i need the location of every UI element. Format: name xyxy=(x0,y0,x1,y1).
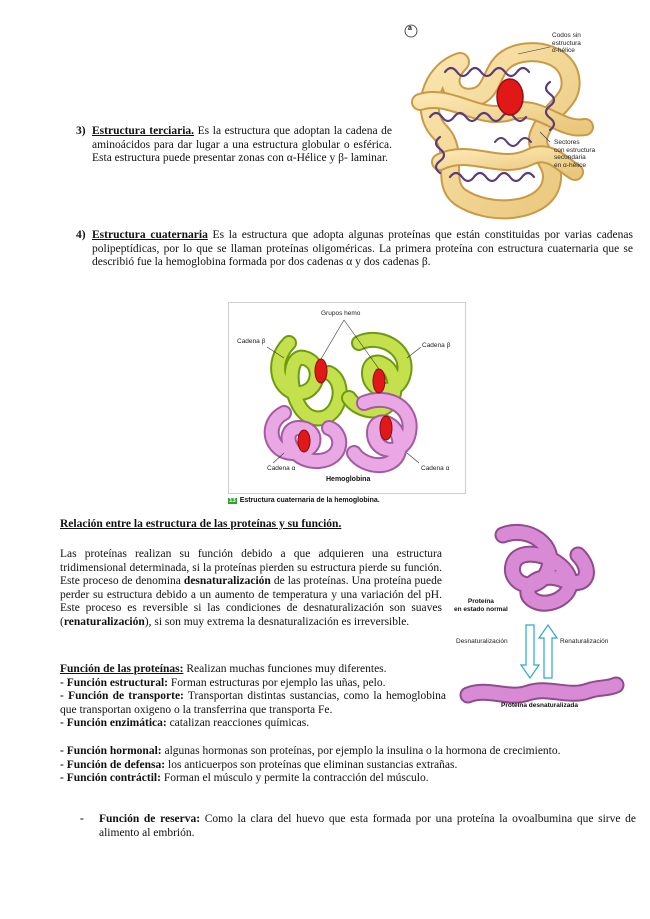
denaturation-figure xyxy=(448,515,626,720)
label-cadena-a-left: Cadena α xyxy=(267,465,296,472)
label-cadena-b-left: Cadena β xyxy=(237,338,266,345)
label-hemoglobina: Hemoglobina xyxy=(326,476,371,483)
label-renaturalizacion: Renaturalización xyxy=(560,638,609,645)
quaternary-title: Estructura cuaternaria xyxy=(92,229,208,241)
tertiary-number: 3) xyxy=(76,125,86,137)
function-item-defense: - Función de defensa: los anticuerpos son proteínas que eliminan sustancias extrañas. xyxy=(60,758,458,771)
tertiary-figure xyxy=(400,22,610,220)
function-item-transport: - Función de transporte: Transportan distintas sustancias, como la hemoglobina que transportan oxigeno o la transferrina que transporta Fe. xyxy=(60,690,446,716)
function-item-reserve: - Función de reserva: Como la clara del huevo que esta formada por una proteína la ovoalbumina que sirve de alimento al embrión. xyxy=(80,813,636,839)
label-native-protein: Proteína en estado normal xyxy=(454,598,508,613)
tertiary-text: Es la estructura que adoptan la cadena de aminoácidos para dar lugar a una estructura globular o esférica. Esta estructura puede presentar zonas con α-Hélice y β- laminar. xyxy=(92,125,392,165)
functions-heading: Función de las proteínas: Realizan muchas funciones muy diferentes. xyxy=(60,663,387,675)
functions-section xyxy=(60,663,446,731)
function-item-hormonal: - Función hormonal: algunas hormonas son proteínas, por ejemplo la insulina o la hormona de crecimiento. xyxy=(60,745,561,757)
figure-badge: a xyxy=(408,25,412,32)
quaternary-text: Es la estructura que adopta algunas proteínas que están constituidas por varias cadenas polipeptídicas, por lo que se llaman proteínas oligoméricas. La primera proteína con estructura cuaternaria que se describió fue la hemoglobina formada por dos cadenas α y dos cadenas β. xyxy=(92,229,633,269)
caption-number-badge: 13 xyxy=(229,498,236,504)
relation-heading: Relación entre la estructura de las proteínas y su función. xyxy=(60,518,342,530)
functions-section-wide xyxy=(60,745,617,786)
function-item-contractile: - Función contráctil: Forman el músculo y permite la contracción del músculo. xyxy=(60,772,429,785)
heme-group xyxy=(497,79,523,115)
function-item-enzymatic: - Función enzimática: catalizan reacciones químicas. xyxy=(60,717,310,730)
function-item-structural: - Función estructural: Forman estructuras por ejemplo las uñas, pelo. xyxy=(60,676,386,689)
tertiary-title: Estructura terciaria. xyxy=(92,125,195,137)
label-denatured-protein: Proteína desnaturalizada xyxy=(501,702,578,709)
quaternary-number: 4) xyxy=(76,229,86,241)
label-grupos-hemo: Grupos hemo xyxy=(321,310,361,317)
hemoglobin-caption xyxy=(228,497,380,504)
tertiary-structure-item xyxy=(76,125,392,166)
label-sectores: Sectores con estructura secundaria en α-hélice xyxy=(554,139,596,169)
quaternary-structure-item xyxy=(76,229,633,270)
label-cadena-a-right: Cadena α xyxy=(421,465,450,472)
label-cadena-b-right: Cadena β xyxy=(422,342,451,349)
caption-text: Estructura cuaternaria de la hemoglobina. xyxy=(239,497,380,504)
label-codos: Codos sin estructura α-hélice xyxy=(552,32,581,54)
relation-paragraph: Las proteínas realizan su función debido a que adquieren una estructura tridimensional determinada, si la proteínas pierden su estructura pierde su función. Este proceso de denomina desnaturalización de las proteínas. Una proteína puede perder su estructura debido a un aumento de temperatura y una variación del pH. Este proceso es reversible si las condiciones de desnaturalización son suaves (renaturalización), si son muy extrema la desnaturalización es irreversible. xyxy=(60,548,442,628)
hemoglobin-figure xyxy=(228,302,466,494)
label-desnaturalizacion: Desnaturalización xyxy=(456,638,508,645)
